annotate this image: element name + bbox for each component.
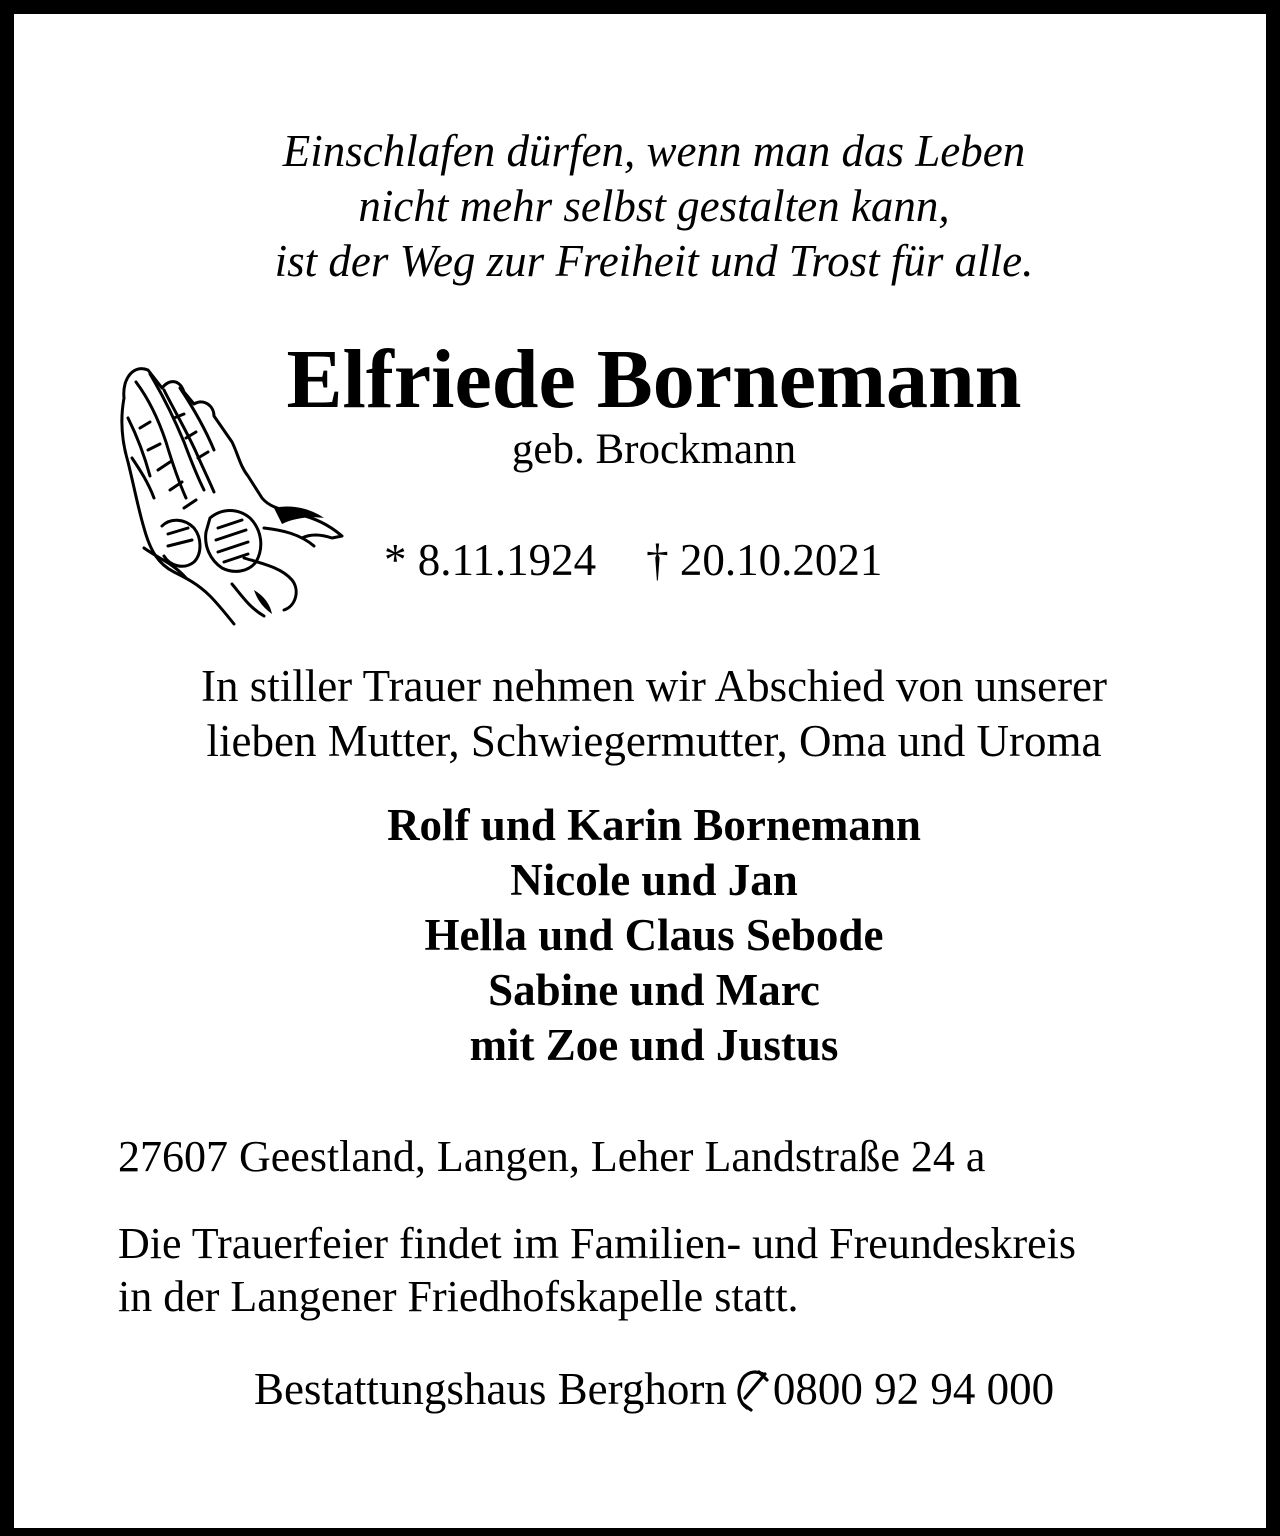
- poem-line: ist der Weg zur Freiheit und Trost für alle.: [274, 236, 1034, 286]
- poem-line: Einschlafen dürfen, wenn man das Leben: [282, 126, 1026, 176]
- family-member: Sabine und Marc: [488, 965, 820, 1015]
- undertaker-name: Bestattungshaus Berghorn: [253, 1364, 727, 1414]
- ceremony-line: Die Trauerfeier findet im Familien- und Freundeskreis: [118, 1219, 1077, 1268]
- deceased-name: Elfriede Bornemann: [286, 333, 1022, 426]
- family-list: [14, 798, 1280, 1073]
- birth-name: geb. Brockmann: [511, 426, 797, 473]
- ceremony-info: [118, 1217, 1076, 1323]
- ceremony-line: in der Langener Friedhofskapelle statt.: [118, 1272, 799, 1321]
- poem-line: nicht mehr selbst gestalten kann,: [358, 181, 950, 231]
- death-date: † 20.10.2021: [646, 535, 883, 585]
- telephone-receiver-icon: [733, 1368, 771, 1412]
- birth-date: * 8.11.1924: [384, 535, 597, 585]
- family-member: Nicole und Jan: [510, 855, 798, 905]
- mourning-text: [14, 659, 1280, 769]
- family-member: Hella und Claus Sebode: [424, 910, 884, 960]
- family-member: Rolf und Karin Bornemann: [387, 800, 921, 850]
- undertaker-phone: 0800 92 94 000: [772, 1364, 1055, 1414]
- family-member: mit Zoe und Justus: [469, 1020, 839, 1070]
- address: 27607 Geestland, Langen, Leher Landstraße 24 a: [118, 1132, 986, 1181]
- undertaker-line: [14, 1362, 1280, 1416]
- life-dates: [384, 534, 882, 586]
- poem: [14, 124, 1280, 289]
- mourning-line: In stiller Trauer nehmen wir Abschied von unserer: [200, 661, 1108, 711]
- mourning-line: lieben Mutter, Schwiegermutter, Oma und Uroma: [206, 716, 1102, 766]
